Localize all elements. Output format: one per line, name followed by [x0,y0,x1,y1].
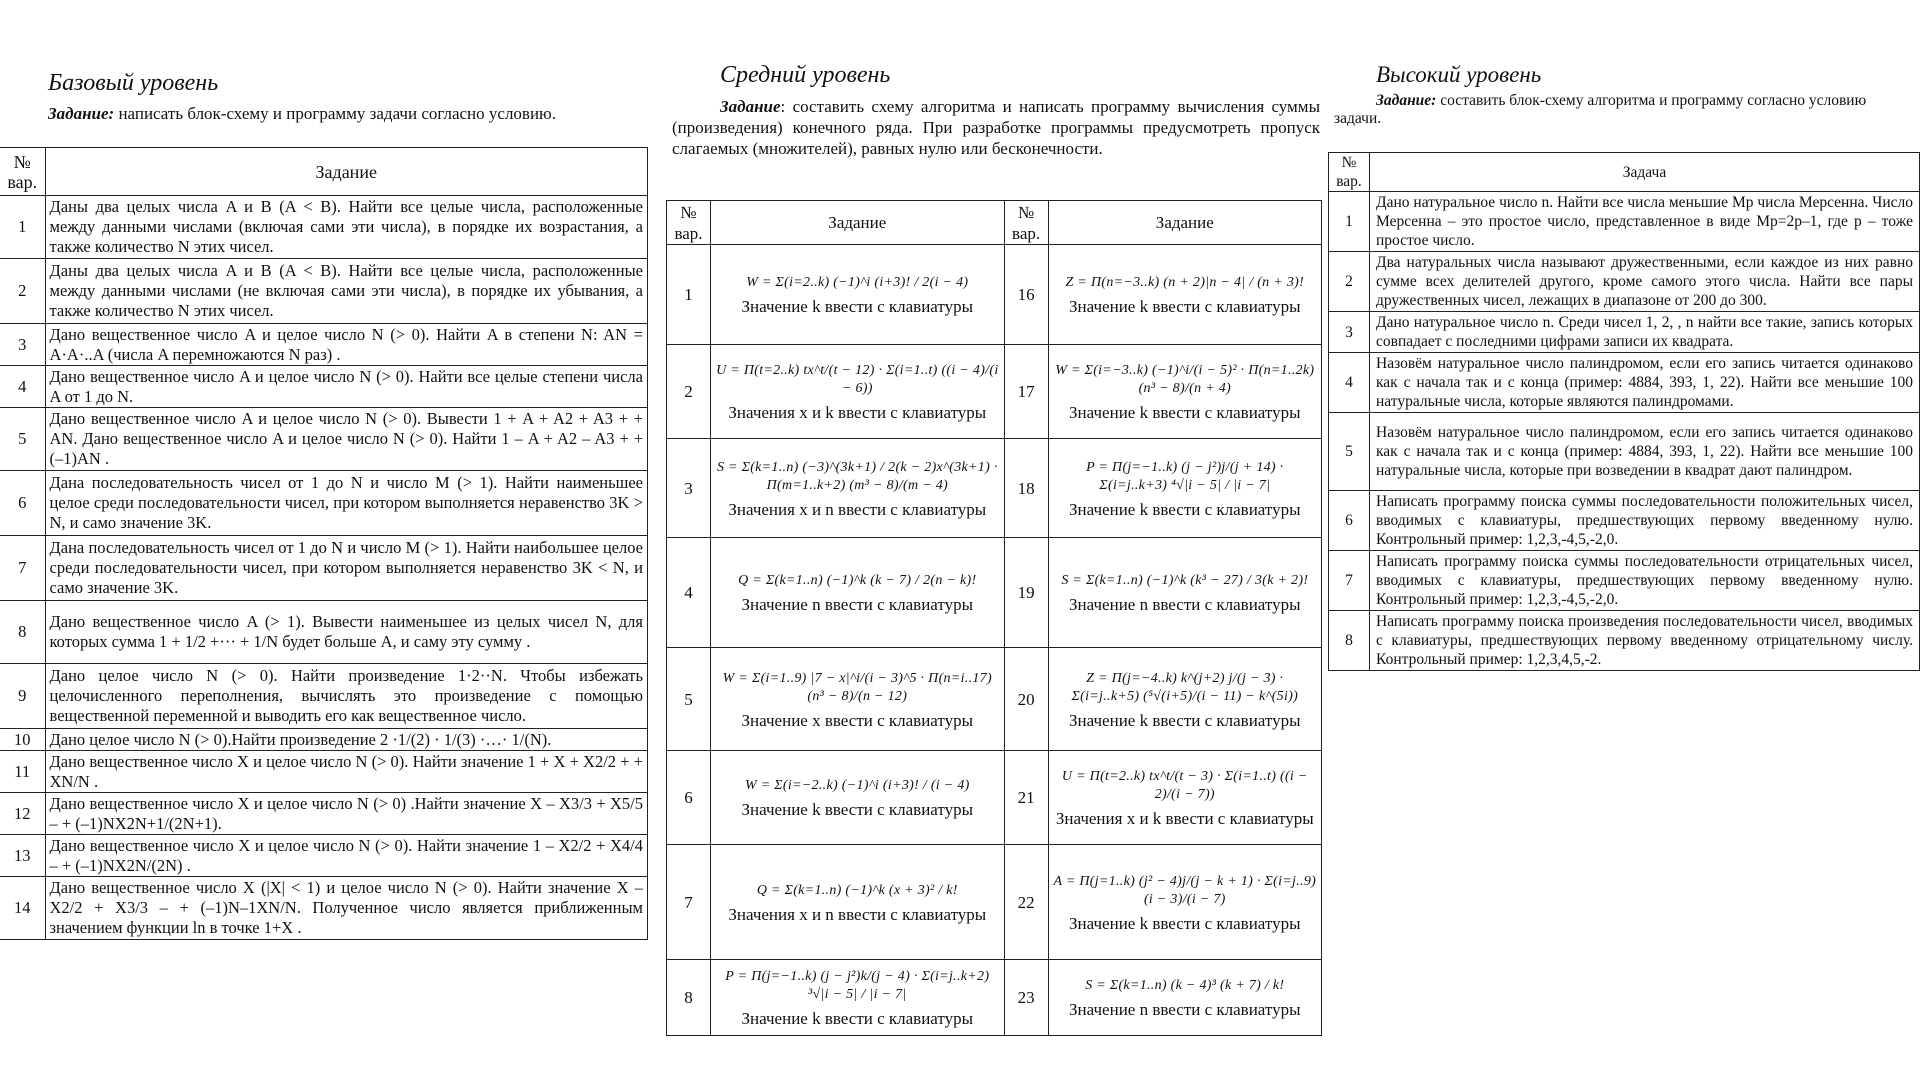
table-row [1329,413,1920,491]
row-num: 1 [667,245,711,345]
row-text: Дано вещественное число X и целое число N (> 0) .Найти значение X – X3/3 + X5/5 – + (–1)NX2N+1/(2N+1). [45,793,648,835]
row-num: 2 [667,345,711,439]
table-row [0,471,648,536]
middle-task-text: : составить схему алгоритма и написать программу вычисления суммы (произведения) конечного ряда. При разработке программы предусмотреть пропуск слагаемых (множителей), равных нулю или бесконечности. [672,97,1320,158]
row-num: 16 [1004,245,1048,345]
formula: Q = Σ(k=1..n) (−1)^k (k − 7) / 2(n − k)! [738,573,977,588]
row-text: Дано вещественное число A и целое число N (> 0). Вывести 1 + A + A2 + A3 + + AN. Дано вещественное число A и целое число N (> 0). Найти 1 – A + A2 – A3 + + (–1)AN . [45,408,648,471]
row-num: 8 [1329,611,1370,671]
row-text: Дано вещественное число X и целое число N (> 0). Найти значение 1 + X + X2/2 + + XN/N . [45,751,648,793]
table-row [667,538,1322,648]
task-note: Значение k ввести с клавиатуры [1069,499,1301,519]
task-cell [1048,538,1321,648]
table-row [1329,192,1920,252]
middle-header-num-right: № вар. [1004,201,1048,245]
table-row [1329,252,1920,312]
table-row [667,751,1322,845]
formula: U = Π(t=2..k) tx^t/(t − 12) · Σ(i=1..t) ((i − 4)/(i − 6)) [716,363,999,396]
table-row [0,835,648,877]
task-note: Значение k ввести с клавиатуры [741,1009,974,1028]
row-text: Даны два целых числа A и B (A < B). Найти все целые числа, расположенные между данными числами (не включая сами эти числа), в порядке их убывания, а также количество N этих чисел. [45,259,648,324]
row-text: Дано вещественное число A (> 1). Вывести наименьшее из целых чисел N, для которых сумма 1 + 1/2 +··· + 1/N будет больше A, и саму эту сумму . [45,601,648,664]
table-row [1329,353,1920,413]
task-note: Значение k ввести с клавиатуры [1069,913,1301,933]
table-row [0,729,648,751]
high-header-task: Задача [1370,153,1920,192]
row-num: 7 [1329,551,1370,611]
basic-task-text: написать блок-схему и программу задачи согласно условию. [114,104,557,123]
table-row [0,751,648,793]
row-num: 12 [0,793,45,835]
row-text: Дана последовательность чисел от 1 до N и число M (> 1). Найти наибольшее целое среди последовательности чисел, при котором выполняется неравенство 3K < N, и само значение 3K. [45,536,648,601]
task-cell [1048,751,1321,845]
high-task-text: составить блок-схему алгоритма и программу согласно условию задачи. [1334,92,1867,127]
row-num: 2 [1329,252,1370,312]
basic-task-table [0,147,648,940]
table-row [667,345,1322,439]
row-num: 18 [1004,439,1048,538]
table-row [667,648,1322,751]
task-note: Значение n ввести с клавиатуры [741,595,974,614]
row-text: Дано натуральное число n. Среди чисел 1, 2, , n найти все такие, запись которых совпадает с последними цифрами записи их квадрата. [1370,312,1920,353]
high-header-num: № вар. [1329,153,1370,192]
table-row [0,601,648,664]
high-level-title: Высокий уровень [1376,62,1542,87]
row-text: Дано целое число N (> 0).Найти произведение 2 ·1/(2) · 1/(3) ·…· 1/(N). [45,729,648,751]
middle-level-title: Средний уровень [720,62,891,88]
task-cell [1048,648,1321,751]
task-cell [1048,960,1321,1036]
basic-header-task: Задание [45,148,648,196]
middle-header-task-right: Задание [1048,201,1321,245]
task-cell [711,439,1005,538]
row-num: 22 [1004,845,1048,960]
basic-level-title: Базовый уровень [48,70,219,96]
table-row [0,324,648,366]
task-cell [711,648,1005,751]
task-cell [711,345,1005,439]
row-num: 1 [1329,192,1370,252]
row-text: Дано вещественное число A и целое число N (> 0). Найти A в степени N: AN = A·A·..A (числа A перемножаются N раз) . [45,324,648,366]
row-num: 4 [1329,353,1370,413]
table-row [667,245,1322,345]
row-num: 11 [0,751,45,793]
formula: U = Π(t=2..k) tx^t/(t − 3) · Σ(i=1..t) ((i − 2)/(i − 7)) [1061,769,1308,802]
row-text: Написать программу поиска суммы последовательности отрицательных чисел, вводимых с клавиатуры, предшествующих первому введенному нулю. Контрольный пример: 1,2,3,-4,5,-2,0. [1370,551,1920,611]
row-text: Дано вещественное число X (|X| < 1) и целое число N (> 0). Найти значение X – X2/2 + X3/3 – + (–1)N–1XN/N. Полученное число является приближенным значением функции ln в точке 1+X . [45,877,648,940]
basic-task-description [48,104,648,124]
formula: W = Σ(i=1..9) |7 − x|^i/(i − 3)^5 · Π(n=i..17) (n³ − 8)/(n − 12) [722,670,992,704]
formula: Z = Π(j=−4..k) k^(j+2) j/(j − 3) · Σ(i=j..k+5) (⁵√(i+5)/(i − 11) − k^(5i)) [1071,670,1299,704]
formula: S = Σ(k=1..n) (k − 4)³ (k + 7) / k! [1085,978,1285,993]
row-num: 1 [0,196,45,259]
task-cell [711,538,1005,648]
row-num: 6 [667,751,711,845]
row-num: 23 [1004,960,1048,1036]
row-num: 5 [667,648,711,751]
table-row [667,960,1322,1036]
basic-table-header [0,148,648,196]
formula: W = Σ(i=−2..k) (−1)^i (i+3)! / (i − 4) [745,778,970,793]
formula: S = Σ(k=1..n) (−3)^(3k+1) / 2(k − 2)x^(3k+1) · Π(m=1..k+2) (m³ − 8)/(m − 4) [716,459,998,493]
task-note: Значение k ввести с клавиатуры [1069,403,1301,422]
task-note: Значение k ввести с клавиатуры [1069,710,1301,730]
task-note: Значение n ввести с клавиатуры [1069,595,1301,614]
task-note: Значение k ввести с клавиатуры [741,297,974,316]
middle-task-description [672,96,1320,159]
row-num: 3 [667,439,711,538]
row-text: Назовём натуральное число палиндромом, если его запись читается одинаково как с начала так и с конца (пример: 4884, 393, 1, 22). Найти все меньшие 100 натуральные числа, которые при возведении в квадрат дают палиндром. [1370,413,1920,491]
row-num: 10 [0,729,45,751]
task-cell [1048,845,1321,960]
row-num: 17 [1004,345,1048,439]
task-note: Значение x ввести с клавиатуры [741,710,974,730]
row-num: 3 [1329,312,1370,353]
table-row [0,408,648,471]
task-note: Значения x и n ввести с клавиатуры [728,499,987,519]
basic-header-num: № вар. [0,148,45,196]
middle-task-label: Задание [720,97,781,116]
row-num: 14 [0,877,45,940]
row-num: 8 [667,960,711,1036]
table-row [0,196,648,259]
table-row [0,877,648,940]
row-text: Два натуральных числа называют дружественными, если каждое из них равно сумме всех делителей другого, кроме самого этого числа. Найти все пары дружественных чисел, лежащих в диапазоне от 200 до 300. [1370,252,1920,312]
row-num: 5 [1329,413,1370,491]
row-num: 20 [1004,648,1048,751]
row-num: 2 [0,259,45,324]
row-text: Дано вещественное число A и целое число N (> 0). Найти все целые степени числа A от 1 до N. [45,366,648,408]
row-text: Даны два целых числа A и B (A < B). Найти все целые числа, расположенные между данными числами (включая сами эти числа), в порядке их возрастания, а также количество N этих чисел. [45,196,648,259]
table-row [0,536,648,601]
row-num: 8 [0,601,45,664]
formula: Z = Π(n=−3..k) (n + 2)|n − 4| / (n + 3)! [1065,275,1305,290]
row-text: Написать программу поиска суммы последовательности положительных чисел, вводимых с клавиатуры, предшествующих первому введенному нулю. Контрольный пример: 1,2,3,-4,5,-2,0. [1370,491,1920,551]
task-note: Значение n ввести с клавиатуры [1069,1000,1301,1019]
row-num: 3 [0,324,45,366]
row-num: 9 [0,664,45,729]
row-text: Назовём натуральное число палиндромом, если его запись читается одинаково как с начала так и с конца (пример: 4884, 393, 1, 22). Найти все меньшие 100 натуральные числа, которые являются палиндромами. [1370,353,1920,413]
middle-header-num-left: № вар. [667,201,711,245]
table-row [1329,551,1920,611]
row-num: 13 [0,835,45,877]
task-cell [1048,245,1321,345]
formula: W = Σ(i=−3..k) (−1)^i/(i − 5)² · Π(n=1..2k) (n³ − 8)/(n + 4) [1055,363,1315,396]
task-cell [1048,345,1321,439]
high-task-label: Задание: [1376,92,1437,109]
row-num: 6 [0,471,45,536]
row-text: Дана последовательность чисел от 1 до N и число M (> 1). Найти наименьшее целое среди последовательности чисел, при котором выполняется неравенство 3K > N, и само значение 3K. [45,471,648,536]
row-num: 4 [0,366,45,408]
row-num: 7 [667,845,711,960]
row-text: Дано целое число N (> 0). Найти произведение 1·2··N. Чтобы избежать целочисленного переполнения, вычислять это произведение с помощью вещественной переменной и выводить его как вещественное число. [45,664,648,729]
formula: W = Σ(i=2..k) (−1)^i (i+3)! / 2(i − 4) [746,275,969,290]
row-text: Написать программу поиска произведения последовательности чисел, вводимых с клавиатуры, предшествующих первому введенному отрицательному числу. Контрольный пример: 1,2,3,4,5,-2. [1370,611,1920,671]
row-num: 4 [667,538,711,648]
task-cell [711,960,1005,1036]
table-row [1329,312,1920,353]
table-row [1329,611,1920,671]
formula: P = Π(j=−1..k) (j − j²)j/(j + 14) · Σ(i=j..k+3) ⁴√|i − 5| / |i − 7| [1086,459,1284,493]
middle-header-task-left: Задание [711,201,1005,245]
high-table-header [1329,153,1920,192]
row-text: Дано вещественное число X и целое число N (> 0). Найти значение 1 – X2/2 + X4/4 – + (–1)NX2N/(2N) . [45,835,648,877]
table-row [0,366,648,408]
task-note: Значение k ввести с клавиатуры [1069,297,1301,316]
table-row [0,793,648,835]
row-num: 6 [1329,491,1370,551]
table-row [667,845,1322,960]
basic-task-label: Задание: [48,104,115,123]
task-note: Значение k ввести с клавиатуры [741,800,974,819]
formula: A = Π(j=1..k) (j² − 4)j/(j − k + 1) · Σ(i=j..9) (i − 3)/(i − 7) [1053,873,1317,907]
task-cell [711,751,1005,845]
formula: Q = Σ(k=1..n) (−1)^k (x + 3)² / k! [756,882,958,898]
task-cell [711,845,1005,960]
task-cell [1048,439,1321,538]
row-num: 5 [0,408,45,471]
task-note: Значения x и n ввести с клавиатуры [728,904,987,924]
task-note: Значения x и k ввести с клавиатуры [728,403,987,422]
high-task-table [1328,152,1920,671]
task-cell [711,245,1005,345]
table-row [0,259,648,324]
row-num: 21 [1004,751,1048,845]
task-note: Значения x и k ввести с клавиатуры [1055,809,1314,828]
formula: S = Σ(k=1..n) (−1)^k (k³ − 27) / 3(k + 2)! [1061,573,1309,588]
table-row [0,664,648,729]
formula: P = Π(j=−1..k) (j − j²)k/(j − 4) · Σ(i=j..k+2) ³√|i − 5| / |i − 7| [725,969,990,1002]
high-task-description [1334,92,1914,128]
row-num: 7 [0,536,45,601]
row-text: Дано натуральное число n. Найти все числа меньшие Mp числа Мерсенна. Число Мерсенна – это простое число, представленное в виде Mp=2p–1, где p – тоже простое число. [1370,192,1920,252]
table-row [1329,491,1920,551]
row-num: 19 [1004,538,1048,648]
middle-table-header [667,201,1322,245]
table-row [667,439,1322,538]
middle-task-table [666,200,1322,1036]
